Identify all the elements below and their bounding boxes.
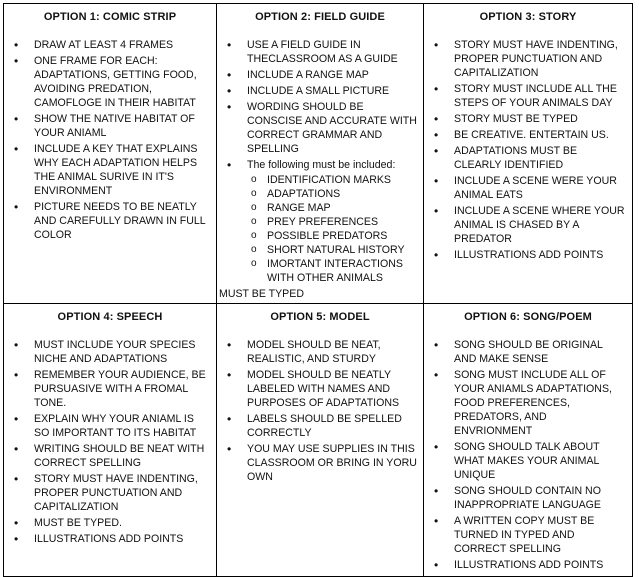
list-item (430, 248, 626, 262)
list-item-text: LABELS SHOULD BE SPELLED CORRECTLY (247, 413, 402, 439)
list-item (10, 412, 210, 440)
option-tail-note: MUST BE TYPED (219, 288, 304, 300)
list-item (223, 442, 417, 484)
option-cell (4, 4, 217, 304)
list-item (430, 484, 626, 512)
list-item (10, 338, 210, 366)
list-item-text: ADAPTATIONS MUST BE CLEARLY IDENTIFIED (454, 145, 578, 171)
list-item (430, 112, 626, 126)
list-item (430, 38, 626, 80)
list-item (223, 84, 417, 98)
list-item-text: STORY MUST INCLUDE ALL THE STEPS OF YOUR ANIMALS DAY (454, 83, 617, 109)
option-title: OPTION 2: FIELD GUIDE (255, 11, 385, 23)
list-item-text: PICTURE NEEDS TO BE NEATLY AND CAREFULLY DRAWN IN FULL COLOR (34, 201, 206, 241)
list-item (430, 144, 626, 172)
list-item-text: EXPLAIN WHY YOUR ANIAML IS SO IMPORTANT TO ITS HABITAT (34, 413, 197, 439)
option-list (223, 38, 417, 285)
list-item-text: The following must be included: (247, 159, 396, 171)
list-item-text: INCLUDE A RANGE MAP (247, 69, 369, 81)
list-item (10, 142, 210, 198)
option-cell (217, 4, 424, 304)
list-item-text: SHOW THE NATIVE HABITAT OF YOUR ANIAML (34, 113, 195, 139)
option-list (223, 338, 417, 484)
list-item (10, 516, 210, 530)
option-list (430, 338, 626, 572)
list-item-text: INCLUDE A SCENE WERE YOUR ANIMAL EATS (454, 175, 617, 201)
list-item (223, 68, 417, 82)
list-item-text: WORDING SHOULD BE CONSCISE AND ACCURATE WITH CORRECT GRAMMAR AND SPELLING (247, 101, 417, 155)
list-item (10, 38, 210, 52)
sub-list-item: o ADAPTATIONS (239, 187, 417, 201)
option-title: OPTION 4: SPEECH (57, 311, 163, 323)
sub-list-item: o RANGE MAP (239, 201, 417, 215)
list-item (430, 204, 626, 246)
list-item (10, 532, 210, 546)
list-item-text: USE A FIELD GUIDE IN THECLASSROOM AS A GUIDE (247, 39, 398, 65)
option-cell (424, 304, 633, 577)
list-item (223, 158, 417, 285)
sub-list-item: o IDENTIFICATION MARKS (239, 173, 417, 187)
list-item (430, 558, 626, 572)
option-cell (217, 304, 424, 577)
list-item-text: SONG SHOULD CONTAIN NO INAPPROPRIATE LANGUAGE (454, 485, 601, 511)
list-item-text: SONG SHOULD BE ORIGINAL AND MAKE SENSE (454, 339, 603, 365)
list-item-text: INCLUDE A KEY THAT EXPLAINS WHY EACH ADAPTATION HELPS THE ANIMAL SURIVE IN IT'S ENVIRONMENT (34, 143, 198, 197)
list-item (223, 412, 417, 440)
list-item (10, 368, 210, 410)
options-row-top (4, 4, 633, 304)
list-item-text: A WRITTEN COPY MUST BE TURNED IN TYPED AND CORRECT SPELLING (454, 515, 595, 555)
option-list (430, 38, 626, 262)
list-item-text: INCLUDE A SMALL PICTURE (247, 85, 390, 97)
options-row-bottom (4, 304, 633, 577)
list-item (430, 368, 626, 438)
list-item-text: YOU MAY USE SUPPLIES IN THIS CLASSROOM OR BRING IN YORU OWN (247, 443, 417, 483)
option-title: OPTION 5: MODEL (270, 311, 370, 323)
sub-list-item: o IMORTANT INTERACTIONS WITH OTHER ANIMALS (239, 257, 417, 285)
list-item-text: SONG MUST INCLUDE ALL OF YOUR ANIAMLS ADAPTATIONS, FOOD PREFERENCES, PREDATORS, AND ENVRIONMENT (454, 369, 612, 437)
list-item-text: STORY MUST HAVE INDENTING, PROPER PUNCTUATION AND CAPITALIZATION (454, 39, 618, 79)
option-cell (424, 4, 633, 304)
list-item-text: MUST INCLUDE YOUR SPECIES NICHE AND ADAPTATIONS (34, 339, 196, 365)
option-title: OPTION 3: STORY (479, 11, 577, 23)
option-title: OPTION 1: COMIC STRIP (43, 11, 177, 23)
list-item (223, 368, 417, 410)
option-cell (4, 304, 217, 577)
list-item-text: DRAW AT LEAST 4 FRAMES (34, 39, 174, 51)
list-item (430, 440, 626, 482)
sub-list (247, 173, 417, 285)
list-item-text: WRITING SHOULD BE NEAT WITH CORRECT SPELLING (34, 443, 205, 469)
list-item-text: MODEL SHOULD BE NEATLY LABELED WITH NAMES AND PURPOSES OF ADAPTATIONS (247, 369, 400, 409)
options-table (3, 3, 633, 577)
list-item (10, 472, 210, 514)
list-item (10, 442, 210, 470)
list-item (10, 200, 210, 242)
list-item-text: STORY MUST BE TYPED (454, 113, 578, 125)
list-item-text: ONE FRAME FOR EACH: ADAPTATIONS, GETTING FOOD, AVOIDING PREDATION, CAMOFLOGE IN THEIR HABITAT (34, 55, 197, 109)
option-list (10, 38, 210, 242)
sub-list-item: o POSSIBLE PREDATORS (239, 229, 417, 243)
list-item-text: ILLUSTRATIONS ADD POINTS (454, 249, 604, 261)
list-item (10, 112, 210, 140)
list-item (430, 514, 626, 556)
sub-list-item: o PREY PREFERENCES (239, 215, 417, 229)
list-item-text: ILLUSTRATIONS ADD POINTS (34, 533, 184, 545)
list-item-text: MUST BE TYPED. (34, 517, 122, 529)
list-item-text: SONG SHOULD TALK ABOUT WHAT MAKES YOUR ANIMAL UNIQUE (454, 441, 600, 481)
list-item-text: STORY MUST HAVE INDENTING, PROPER PUNCTUATION AND CAPITALIZATION (34, 473, 198, 513)
option-title: OPTION 6: SONG/POEM (464, 311, 592, 323)
list-item (430, 338, 626, 366)
sub-list-item: o SHORT NATURAL HISTORY (239, 243, 417, 257)
list-item-text: INCLUDE A SCENE WHERE YOUR ANIMAL IS CHASED BY A PREDATOR (454, 205, 625, 245)
list-item-text: REMEMBER YOUR AUDIENCE, BE PURSUASIVE WITH A FROMAL TONE. (34, 369, 206, 409)
list-item (430, 82, 626, 110)
list-item (223, 38, 417, 66)
list-item (10, 54, 210, 110)
list-item (223, 100, 417, 156)
list-item-text: BE CREATIVE. ENTERTAIN US. (454, 129, 609, 141)
list-item (430, 128, 626, 142)
list-item-text: ILLUSTRATIONS ADD POINTS (454, 559, 604, 571)
list-item (223, 338, 417, 366)
list-item-text: MODEL SHOULD BE NEAT, REALISTIC, AND STURDY (247, 339, 381, 365)
option-list (10, 338, 210, 546)
list-item (430, 174, 626, 202)
